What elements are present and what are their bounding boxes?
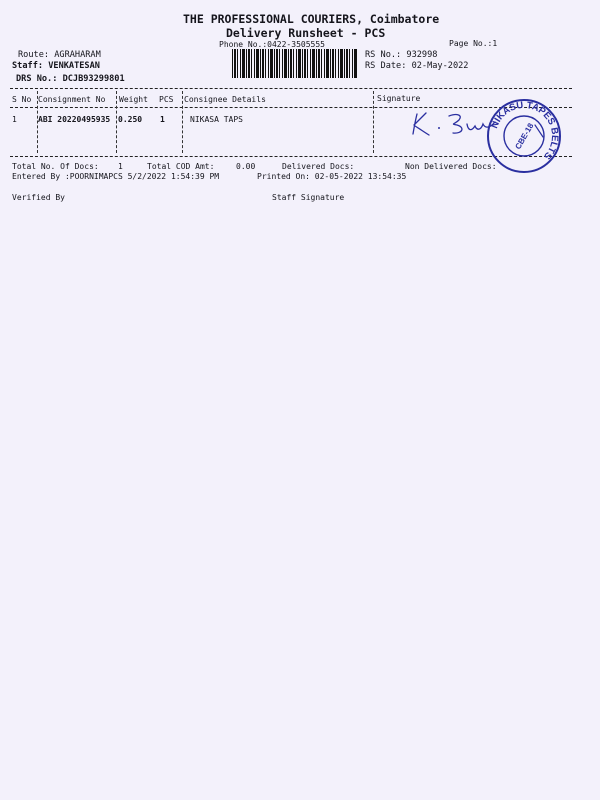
col-header-consignee: Consignee Details	[184, 95, 266, 104]
row-pcs: 1	[160, 115, 165, 124]
delivered-docs-label: Delivered Docs:	[282, 162, 355, 171]
verified-by-label: Verified By	[12, 193, 65, 202]
col-header-weight: Weight	[119, 95, 148, 104]
table-top-rule	[10, 88, 572, 89]
entered-by: Entered By :POORNIMAPCS 5/2/2022 1:54:39 PM	[12, 172, 220, 181]
barcode	[232, 49, 357, 78]
printed-on: Printed On: 02-05-2022 13:54:35	[257, 172, 407, 181]
row-consignment-no: ABI 20220495935	[38, 115, 111, 124]
cod-amount-label: Total COD Amt:	[147, 162, 215, 171]
staff-name: Staff: VENKATESAN	[12, 61, 100, 71]
row-weight: 0.250	[118, 115, 143, 124]
row-consignee: NIKASA TAPS	[190, 115, 243, 124]
total-docs-value: 1	[118, 162, 123, 171]
cod-amount-value: 0.00	[236, 162, 256, 171]
col-header-pcs: PCS	[159, 95, 174, 104]
col-header-signature: Signature	[377, 94, 421, 103]
svg-text:CBE-18: CBE-18	[513, 121, 536, 151]
staff-signature-label: Staff Signature	[272, 193, 345, 202]
document-subtitle: Delivery Runsheet - PCS	[226, 26, 386, 40]
drs-number: DRS No.: DCJB93299801	[16, 74, 125, 84]
svg-text:NIKASU TAPES BELTS: NIKASU TAPES BELTS	[489, 99, 561, 162]
total-docs-label: Total No. Of Docs:	[12, 162, 99, 171]
row-sno: 1	[12, 115, 17, 124]
company-stamp	[485, 97, 563, 175]
col-header-consignment: Consignment No	[38, 95, 106, 104]
phone-number: Phone No.:0422-3505555	[219, 40, 325, 49]
rs-date: RS Date: 02-May-2022	[365, 61, 469, 71]
company-title: THE PROFESSIONAL COURIERS, Coimbatore	[183, 12, 440, 26]
non-delivered-docs-label: Non Delivered Docs:	[405, 162, 497, 171]
rs-number: RS No.: 932998	[365, 50, 438, 60]
col-divider	[182, 91, 183, 153]
route: Route: AGRAHARAM	[18, 50, 101, 60]
col-divider	[116, 91, 117, 153]
col-divider	[373, 91, 374, 153]
page-number: Page No.:1	[449, 39, 498, 48]
col-header-sno: S No	[12, 95, 32, 104]
